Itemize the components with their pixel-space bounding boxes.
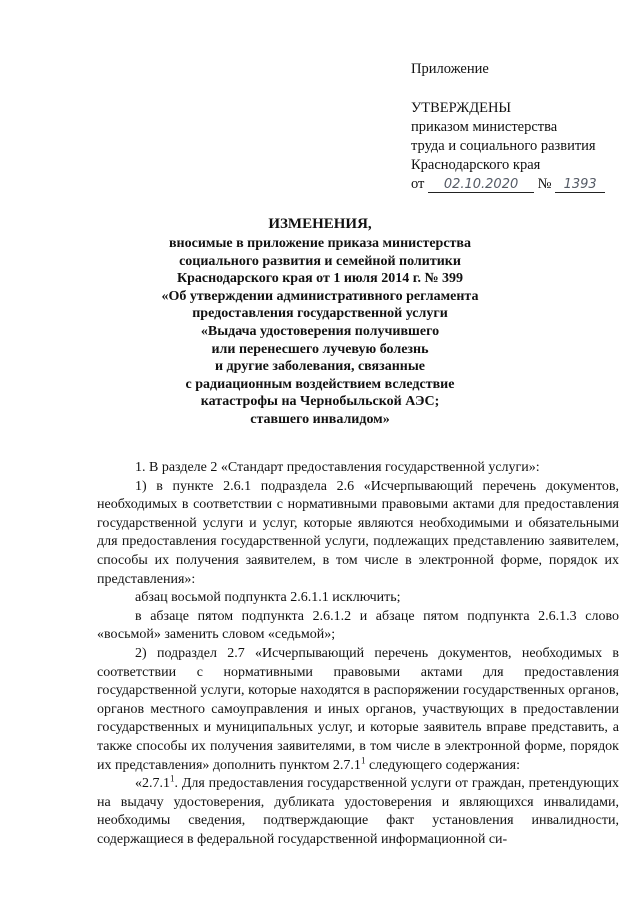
title-line-10: катастрофы на Чернобыльской АЭС; <box>200 394 440 410</box>
title-line-4: «Об утверждении административного регламента <box>161 288 479 304</box>
date-number-line <box>411 175 635 194</box>
document-body <box>97 459 619 849</box>
handwritten-date: 02.10.2020 <box>428 177 534 193</box>
paragraph-1: 1. В разделе 2 «Стандарт предоставления государственной услуги»: <box>135 460 540 475</box>
paragraph-6 <box>97 775 619 849</box>
number-prefix: № <box>537 176 552 192</box>
paragraph-2: 1) в пункте 2.6.1 подраздела 2.6 «Исчерпывающий перечень документов, необходимых в соответствии с нормативными правовыми актами для предоставления государственной услуги и услуг, которые являются необходимыми и обязательными для предоставления государственной услуги, подлежащих представлению заявителем, способы их получения заявителем, в том числе в электронной форме, порядок их представления»: <box>97 478 619 587</box>
approval-line-3: Краснодарского края <box>411 157 541 173</box>
title-line-5: предоставления государственной услуги <box>192 306 448 322</box>
handwritten-number: 1393 <box>555 177 605 193</box>
paragraph-4: в абзаце пятом подпункта 2.6.1.2 и абзаце пятом подпункта 2.6.1.3 слово «восьмой» заменить словом «седьмой»; <box>97 608 619 643</box>
paragraph-6-main: . Для предоставления государственной услуги от граждан, претендующих на выдачу удостоверения, дубликата удостоверения и являющихся инвалидами, необходимы сведения, подтверждающие факт установления инвалидности, содержащиеся в федеральной государственной информационной си- <box>97 776 619 847</box>
paragraph-5-superscript: 1 <box>360 754 366 765</box>
paragraph-6-start: «2.7.1 <box>135 776 170 792</box>
title-line-1: вносимые в приложение приказа министерства <box>169 236 471 251</box>
approval-line-1: приказом министерства <box>411 119 558 135</box>
paragraph-6-superscript: 1 <box>170 773 175 784</box>
approved-label: УТВЕРЖДЕНЫ <box>411 100 512 116</box>
title-line-8: и другие заболевания, связанные <box>214 359 426 375</box>
paragraph-5 <box>97 645 619 775</box>
title-line-11: ставшего инвалидом» <box>250 411 390 427</box>
title-line-9: с радиационным воздействием вследствие <box>185 376 455 392</box>
title-line-3: Краснодарского края от 1 июля 2014 г. № 399 <box>176 271 464 287</box>
title-line-2: социального развития и семейной политики <box>179 253 461 269</box>
approval-block <box>411 60 635 194</box>
title-heading: ИЗМЕНЕНИЯ, <box>268 216 372 232</box>
paragraph-5-end: следующего содержания: <box>365 757 520 773</box>
title-line-7: или перенесшего лучевую болезнь <box>211 341 429 357</box>
document-title <box>100 213 540 429</box>
paragraph-5-main: 2) подраздел 2.7 «Исчерпывающий перечень документов, необходимых в соответствии с нормативными правовыми актами для предоставления государственной услуги, которые находятся в распоряжении государственных органов, органов местного самоуправления и иных органов, участвующих в предоставлении государственных и муниципальных услуг, и которые заявитель вправе представить, а также способы их получения заявителями, в том числе в электронной форме, порядок их представления» дополнить пунктом 2.7.1 <box>97 645 619 773</box>
approval-line-2: труда и социального развития <box>411 138 596 154</box>
appendix-label: Приложение <box>411 61 489 77</box>
title-line-6: «Выдача удостоверения получившего <box>200 323 440 339</box>
date-prefix: от <box>411 176 425 192</box>
paragraph-3: абзац восьмой подпункта 2.6.1.1 исключить; <box>135 590 401 606</box>
